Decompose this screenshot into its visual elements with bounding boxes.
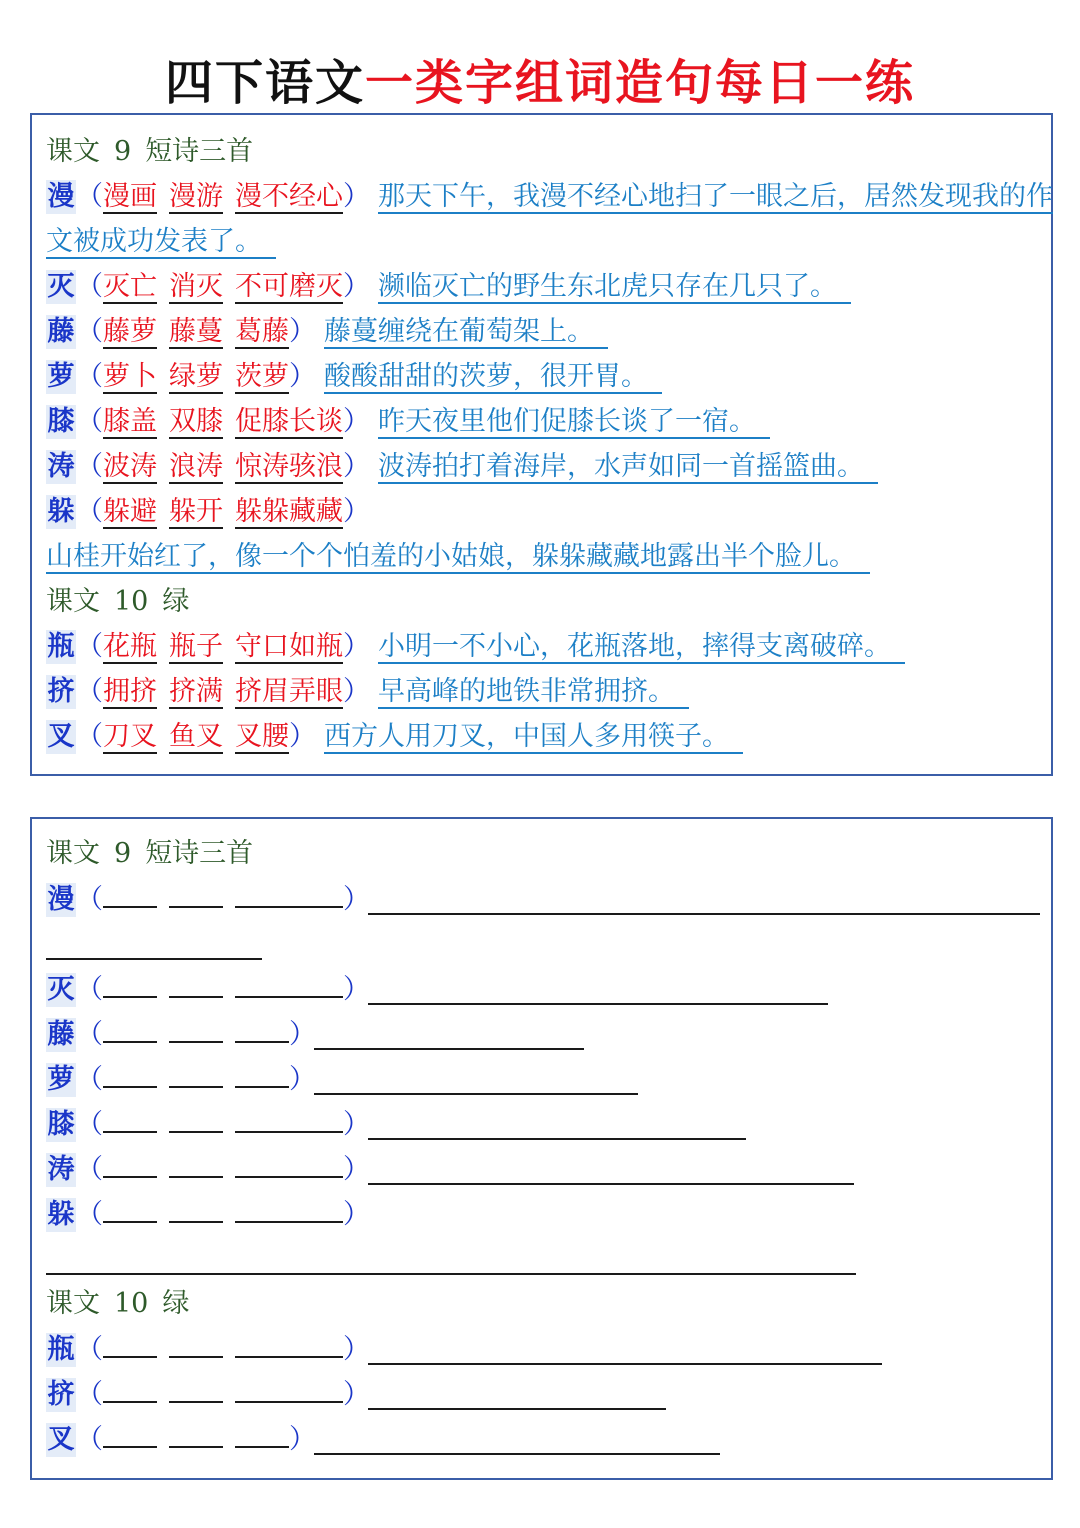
word: 不可磨灭	[235, 271, 343, 302]
practice-row-tao	[46, 1152, 370, 1187]
practice-row-luo	[46, 1062, 316, 1097]
word: 叉腰	[235, 721, 289, 752]
open-paren: （	[76, 406, 103, 437]
word: 躲避	[103, 496, 157, 527]
answer-row-cha	[46, 720, 743, 754]
open-paren: （	[76, 496, 103, 527]
word-blank[interactable]	[235, 1017, 289, 1043]
sentence-blank[interactable]	[368, 1138, 746, 1140]
example-sentence-cont: 文被成功发表了。	[46, 227, 276, 259]
practice-row-mie	[46, 972, 370, 1007]
close-paren: ）	[343, 451, 370, 482]
lesson-name: 短诗三首	[145, 838, 254, 869]
close-paren: ）	[343, 496, 370, 527]
word-blank[interactable]	[169, 1062, 223, 1088]
lesson-label: 课文	[46, 586, 100, 617]
close-paren: ）	[343, 406, 370, 437]
target-char: 躲	[47, 496, 75, 527]
sentence-blank[interactable]	[368, 913, 1040, 915]
word: 双膝	[169, 406, 223, 437]
word-blank[interactable]	[235, 1107, 343, 1133]
word-blank[interactable]	[235, 1422, 289, 1448]
practice-row-duo	[46, 1197, 370, 1232]
answer-panel	[30, 113, 1053, 776]
word: 刀叉	[103, 721, 157, 752]
target-char: 藤	[47, 316, 75, 347]
open-paren: （	[76, 884, 103, 915]
word-blank[interactable]	[235, 1152, 343, 1178]
practice-row-man	[46, 882, 370, 917]
target-char: 叉	[47, 721, 75, 752]
lesson-label: 课文	[46, 136, 100, 167]
example-sentence: 早高峰的地铁非常拥挤。	[378, 677, 689, 709]
answer-row-xi	[46, 405, 770, 439]
open-paren: （	[76, 676, 103, 707]
example-sentence: 昨天夜里他们促膝长谈了一宿。	[378, 407, 770, 439]
close-paren: ）	[343, 1334, 370, 1365]
open-paren: （	[76, 721, 103, 752]
practice-row-xi	[46, 1107, 370, 1142]
word: 绿萝	[169, 361, 223, 392]
practice-panel	[30, 817, 1053, 1480]
sentence-blank[interactable]	[46, 1273, 856, 1275]
target-char: 灭	[47, 974, 75, 1005]
sentence-blank[interactable]	[368, 1363, 882, 1365]
target-char: 藤	[47, 1019, 75, 1050]
word-blank[interactable]	[103, 1332, 157, 1358]
close-paren: ）	[343, 1379, 370, 1410]
word: 藤蔓	[169, 316, 223, 347]
word: 漫不经心	[235, 181, 343, 212]
practice-row-cha	[46, 1422, 316, 1457]
sentence-blank[interactable]	[368, 1003, 828, 1005]
close-paren: ）	[343, 1154, 370, 1185]
open-paren: （	[76, 1424, 103, 1455]
target-char: 灭	[47, 271, 75, 302]
target-char: 萝	[47, 1064, 75, 1095]
close-paren: ）	[289, 1019, 316, 1050]
open-paren: （	[76, 271, 103, 302]
word-blank[interactable]	[169, 1197, 223, 1223]
close-paren: ）	[289, 721, 316, 752]
word: 波涛	[103, 451, 157, 482]
word-blank[interactable]	[169, 1422, 223, 1448]
sentence-blank[interactable]	[314, 1048, 584, 1050]
word-blank[interactable]	[103, 1152, 157, 1178]
example-sentence: 藤蔓缠绕在葡萄架上。	[324, 317, 608, 349]
open-paren: （	[76, 451, 103, 482]
close-paren: ）	[289, 1064, 316, 1095]
open-paren: （	[76, 1019, 103, 1050]
close-paren: ）	[289, 316, 316, 347]
open-paren: （	[76, 974, 103, 1005]
open-paren: （	[76, 361, 103, 392]
example-sentence: 西方人用刀叉，中国人多用筷子。	[324, 722, 743, 754]
word-blank[interactable]	[235, 1062, 289, 1088]
word-blank[interactable]	[169, 1017, 223, 1043]
answer-row-teng	[46, 315, 608, 349]
word-blank[interactable]	[103, 1062, 157, 1088]
sentence-blank[interactable]	[314, 1093, 638, 1095]
sentence-blank[interactable]	[314, 1453, 720, 1455]
sentence-blank[interactable]	[368, 1408, 666, 1410]
open-paren: （	[76, 1334, 103, 1365]
practice-row-ping	[46, 1332, 370, 1367]
word: 消灭	[169, 271, 223, 302]
target-char: 挤	[47, 676, 75, 707]
answer-row-duo	[46, 495, 370, 529]
word-blank[interactable]	[103, 1377, 157, 1403]
target-char: 躲	[47, 1199, 75, 1230]
word-blank[interactable]	[169, 1332, 223, 1358]
close-paren: ）	[343, 631, 370, 662]
open-paren: （	[76, 631, 103, 662]
lesson-label: 课文	[46, 838, 100, 869]
practice-row-ji	[46, 1377, 370, 1412]
word-blank[interactable]	[169, 1377, 223, 1403]
word: 守口如瓶	[235, 631, 343, 662]
close-paren: ）	[289, 1424, 316, 1455]
word: 灭亡	[103, 271, 157, 302]
lesson-number: 10	[114, 586, 149, 617]
answer-row-man-cont	[46, 225, 276, 259]
target-char: 漫	[47, 181, 75, 212]
word: 花瓶	[103, 631, 157, 662]
word-blank[interactable]	[235, 972, 343, 998]
word: 挤眉弄眼	[235, 676, 343, 707]
word-blank[interactable]	[235, 1332, 343, 1358]
answer-row-tao	[46, 450, 878, 484]
lesson-name: 绿	[162, 586, 190, 617]
word-blank[interactable]	[103, 972, 157, 998]
word: 瓶子	[169, 631, 223, 662]
answer-row-ping	[46, 630, 905, 664]
close-paren: ）	[343, 884, 370, 915]
close-paren: ）	[343, 181, 370, 212]
word: 促膝长谈	[235, 406, 343, 437]
close-paren: ）	[289, 361, 316, 392]
target-char: 漫	[47, 884, 75, 915]
target-char: 涛	[47, 1154, 75, 1185]
example-sentence: 山桂开始红了，像一个个怕羞的小姑娘，躲躲藏藏地露出半个脸儿。	[46, 542, 870, 574]
open-paren: （	[76, 1064, 103, 1095]
lesson-heading-9	[46, 837, 267, 871]
word: 躲开	[169, 496, 223, 527]
practice-row-teng	[46, 1017, 316, 1052]
word: 萝卜	[103, 361, 157, 392]
open-paren: （	[76, 181, 103, 212]
target-char: 叉	[47, 1424, 75, 1455]
word-blank[interactable]	[103, 1107, 157, 1133]
word: 鱼叉	[169, 721, 223, 752]
open-paren: （	[76, 1109, 103, 1140]
lesson-heading-10	[46, 585, 203, 619]
example-sentence: 小明一不小心，花瓶落地，摔得支离破碎。	[378, 632, 905, 664]
open-paren: （	[76, 1199, 103, 1230]
example-sentence: 酸酸甜甜的茨萝，很开胃。	[324, 362, 662, 394]
word: 膝盖	[103, 406, 157, 437]
word-blank[interactable]	[235, 1377, 343, 1403]
lesson-heading-10	[46, 1287, 203, 1321]
answer-row-mie	[46, 270, 851, 304]
open-paren: （	[76, 1154, 103, 1185]
answer-row-luo	[46, 360, 662, 394]
word-blank[interactable]	[169, 1152, 223, 1178]
lesson-heading-9	[46, 135, 267, 169]
lesson-name: 绿	[162, 1288, 190, 1319]
title-part-black: 四下语文	[164, 55, 365, 111]
close-paren: ）	[343, 1199, 370, 1230]
close-paren: ）	[343, 1109, 370, 1140]
target-char: 膝	[47, 406, 75, 437]
lesson-label: 课文	[46, 1288, 100, 1319]
open-paren: （	[76, 1379, 103, 1410]
answer-row-ji	[46, 675, 689, 709]
title-part-red: 一类字组词造句每日一练	[365, 55, 916, 111]
answer-row-man	[46, 180, 1053, 214]
word-blank[interactable]	[103, 1197, 157, 1223]
target-char: 瓶	[47, 631, 75, 662]
target-char: 瓶	[47, 1334, 75, 1365]
word-blank[interactable]	[235, 1197, 343, 1223]
word: 浪涛	[169, 451, 223, 482]
word-blank[interactable]	[169, 972, 223, 998]
answer-row-duo-sentence	[46, 540, 870, 574]
word-blank[interactable]	[169, 882, 223, 908]
example-sentence: 那天下午，我漫不经心地扫了一眼之后，居然发现我的作	[378, 181, 1053, 212]
lesson-number: 9	[114, 838, 132, 869]
sentence-blank[interactable]	[46, 958, 262, 960]
lesson-number: 10	[114, 1288, 149, 1319]
word: 藤萝	[103, 316, 157, 347]
word: 挤满	[169, 676, 223, 707]
lesson-name: 短诗三首	[145, 136, 254, 167]
example-sentence: 濒临灭亡的野生东北虎只存在几只了。	[378, 272, 851, 304]
word-blank[interactable]	[235, 882, 343, 908]
word-blank[interactable]	[103, 882, 157, 908]
close-paren: ）	[343, 676, 370, 707]
target-char: 萝	[47, 361, 75, 392]
close-paren: ）	[343, 974, 370, 1005]
example-sentence: 波涛拍打着海岸，水声如同一首摇篮曲。	[378, 452, 878, 484]
close-paren: ）	[343, 271, 370, 302]
word: 惊涛骇浪	[235, 451, 343, 482]
word: 葛藤	[235, 316, 289, 347]
word: 茨萝	[235, 361, 289, 392]
word: 漫游	[169, 181, 223, 212]
target-char: 挤	[47, 1379, 75, 1410]
target-char: 膝	[47, 1109, 75, 1140]
word-blank[interactable]	[169, 1107, 223, 1133]
word: 拥挤	[103, 676, 157, 707]
target-char: 涛	[47, 451, 75, 482]
word: 漫画	[103, 181, 157, 212]
lesson-number: 9	[114, 136, 132, 167]
open-paren: （	[76, 316, 103, 347]
word: 躲躲藏藏	[235, 496, 343, 527]
word-blank[interactable]	[103, 1422, 157, 1448]
sentence-blank[interactable]	[368, 1183, 854, 1185]
page-title	[0, 50, 1080, 116]
word-blank[interactable]	[103, 1017, 157, 1043]
